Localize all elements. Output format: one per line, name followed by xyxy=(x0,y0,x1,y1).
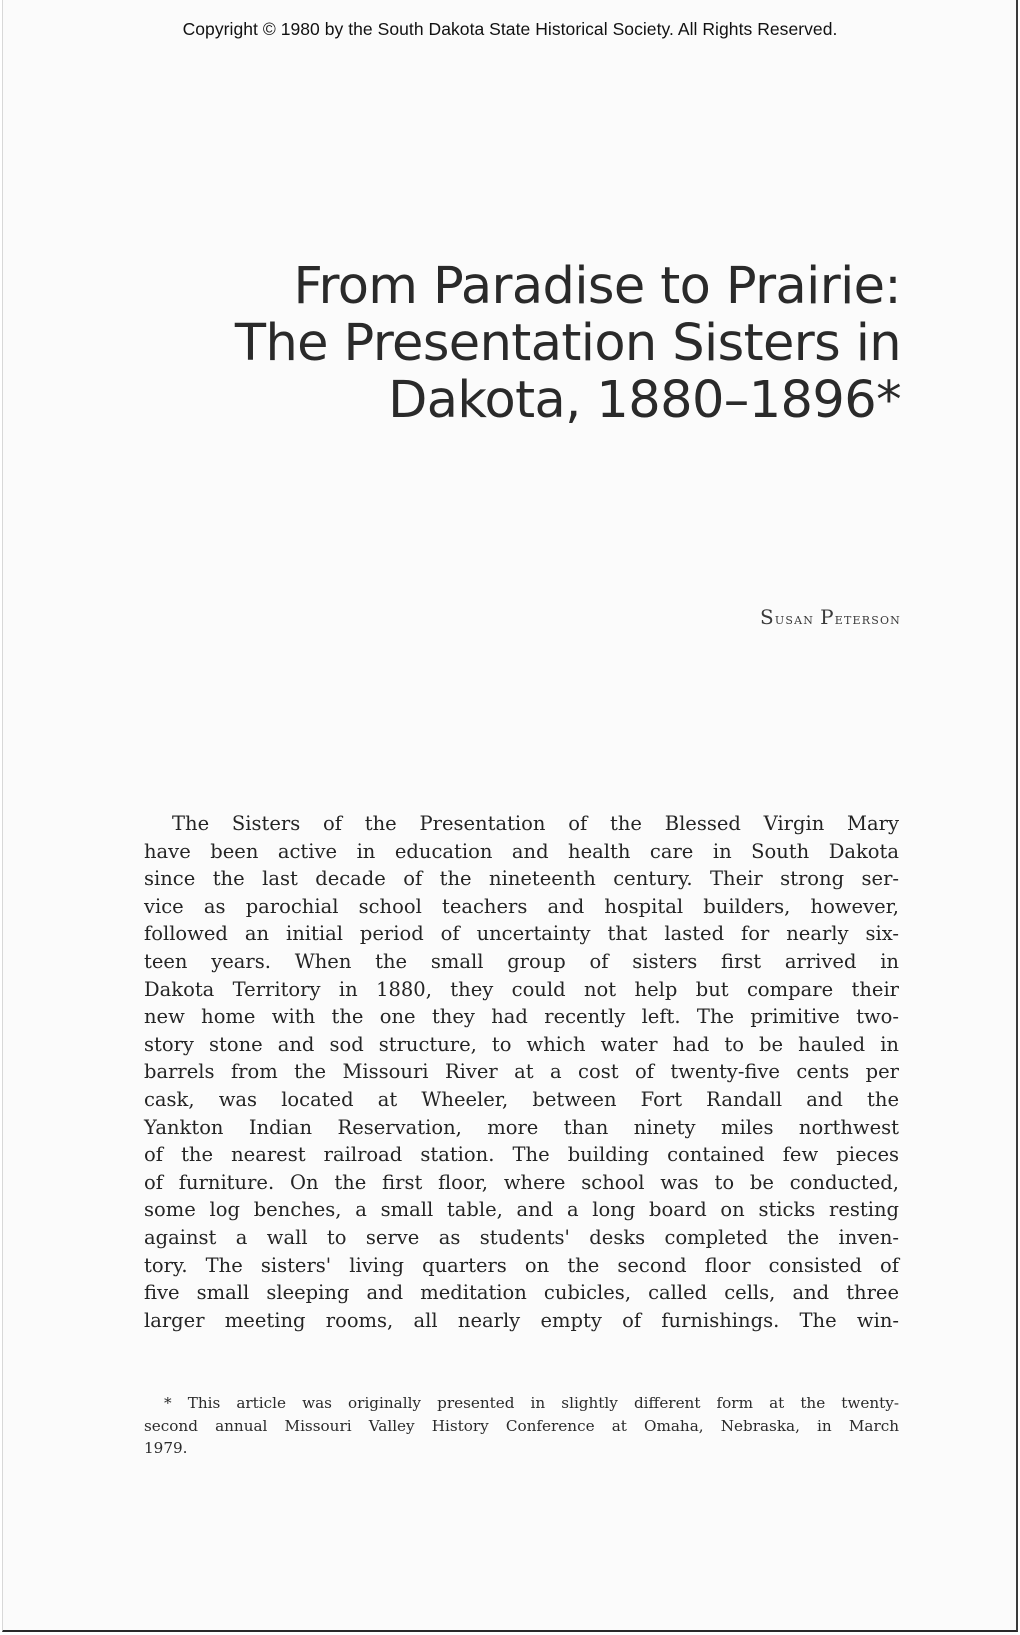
author-initial: S xyxy=(760,605,775,629)
author-first-name: usan xyxy=(774,610,815,628)
footnote-line: second annual Missouri Valley History Conference at Omaha, Nebraska, in March xyxy=(144,1416,899,1435)
body-line: cask, was located at Wheeler, between Fort Randall and the xyxy=(144,1087,899,1111)
title-line: From Paradise to Prairie: xyxy=(293,257,901,316)
author-initial: P xyxy=(820,605,835,629)
body-line: new home with the one they had recently left. The primitive two- xyxy=(144,1005,899,1029)
author-byline xyxy=(760,605,901,629)
body-line: tory. The sisters' living quarters on the second floor consisted of xyxy=(144,1253,899,1277)
body-line: have been active in education and health care in South Dakota xyxy=(144,839,899,863)
article-title xyxy=(235,258,901,429)
body-line: Dakota Territory in 1880, they could not help but compare their xyxy=(144,977,899,1001)
footnote-line: * This article was originally presented in slightly different form at the twenty- xyxy=(164,1394,899,1412)
body-line: Yankton Indian Reservation, more than ninety miles northwest xyxy=(144,1115,899,1139)
body-line: vice as parochial school teachers and hospital builders, however, xyxy=(144,894,899,918)
title-line: Dakota, 1880–1896* xyxy=(388,371,901,430)
body-line: story stone and sod structure, to which water had to be hauled in xyxy=(144,1032,899,1056)
body-line: larger meeting rooms, all nearly empty of furnishings. The win- xyxy=(144,1308,899,1332)
body-line: against a wall to serve as students' desks completed the inven- xyxy=(144,1225,899,1249)
author-last-name: eterson xyxy=(834,610,901,628)
footnote xyxy=(144,1392,899,1460)
body-line: of furniture. On the first floor, where school was to be conducted, xyxy=(144,1170,899,1194)
body-line: The Sisters of the Presentation of the Blessed Virgin Mary xyxy=(172,812,899,835)
copyright-notice: Copyright © 1980 by the South Dakota State Historical Society. All Rights Reserved. xyxy=(182,19,838,39)
body-line: barrels from the Missouri River at a cost of twenty-five cents per xyxy=(144,1060,899,1084)
body-line: teen years. When the small group of sisters first arrived in xyxy=(144,949,899,973)
footnote-line: 1979. xyxy=(144,1439,188,1457)
body-line: some log benches, a small table, and a long board on sticks resting xyxy=(144,1198,899,1222)
body-line: of the nearest railroad station. The building contained few pieces xyxy=(144,1143,899,1167)
title-line: The Presentation Sisters in xyxy=(234,314,901,373)
body-line: followed an initial period of uncertainty that lasted for nearly six- xyxy=(144,922,899,946)
body-line: since the last decade of the nineteenth century. Their strong ser- xyxy=(144,867,899,891)
body-line: five small sleeping and meditation cubicles, called cells, and three xyxy=(144,1281,899,1305)
article-body xyxy=(144,810,899,1334)
